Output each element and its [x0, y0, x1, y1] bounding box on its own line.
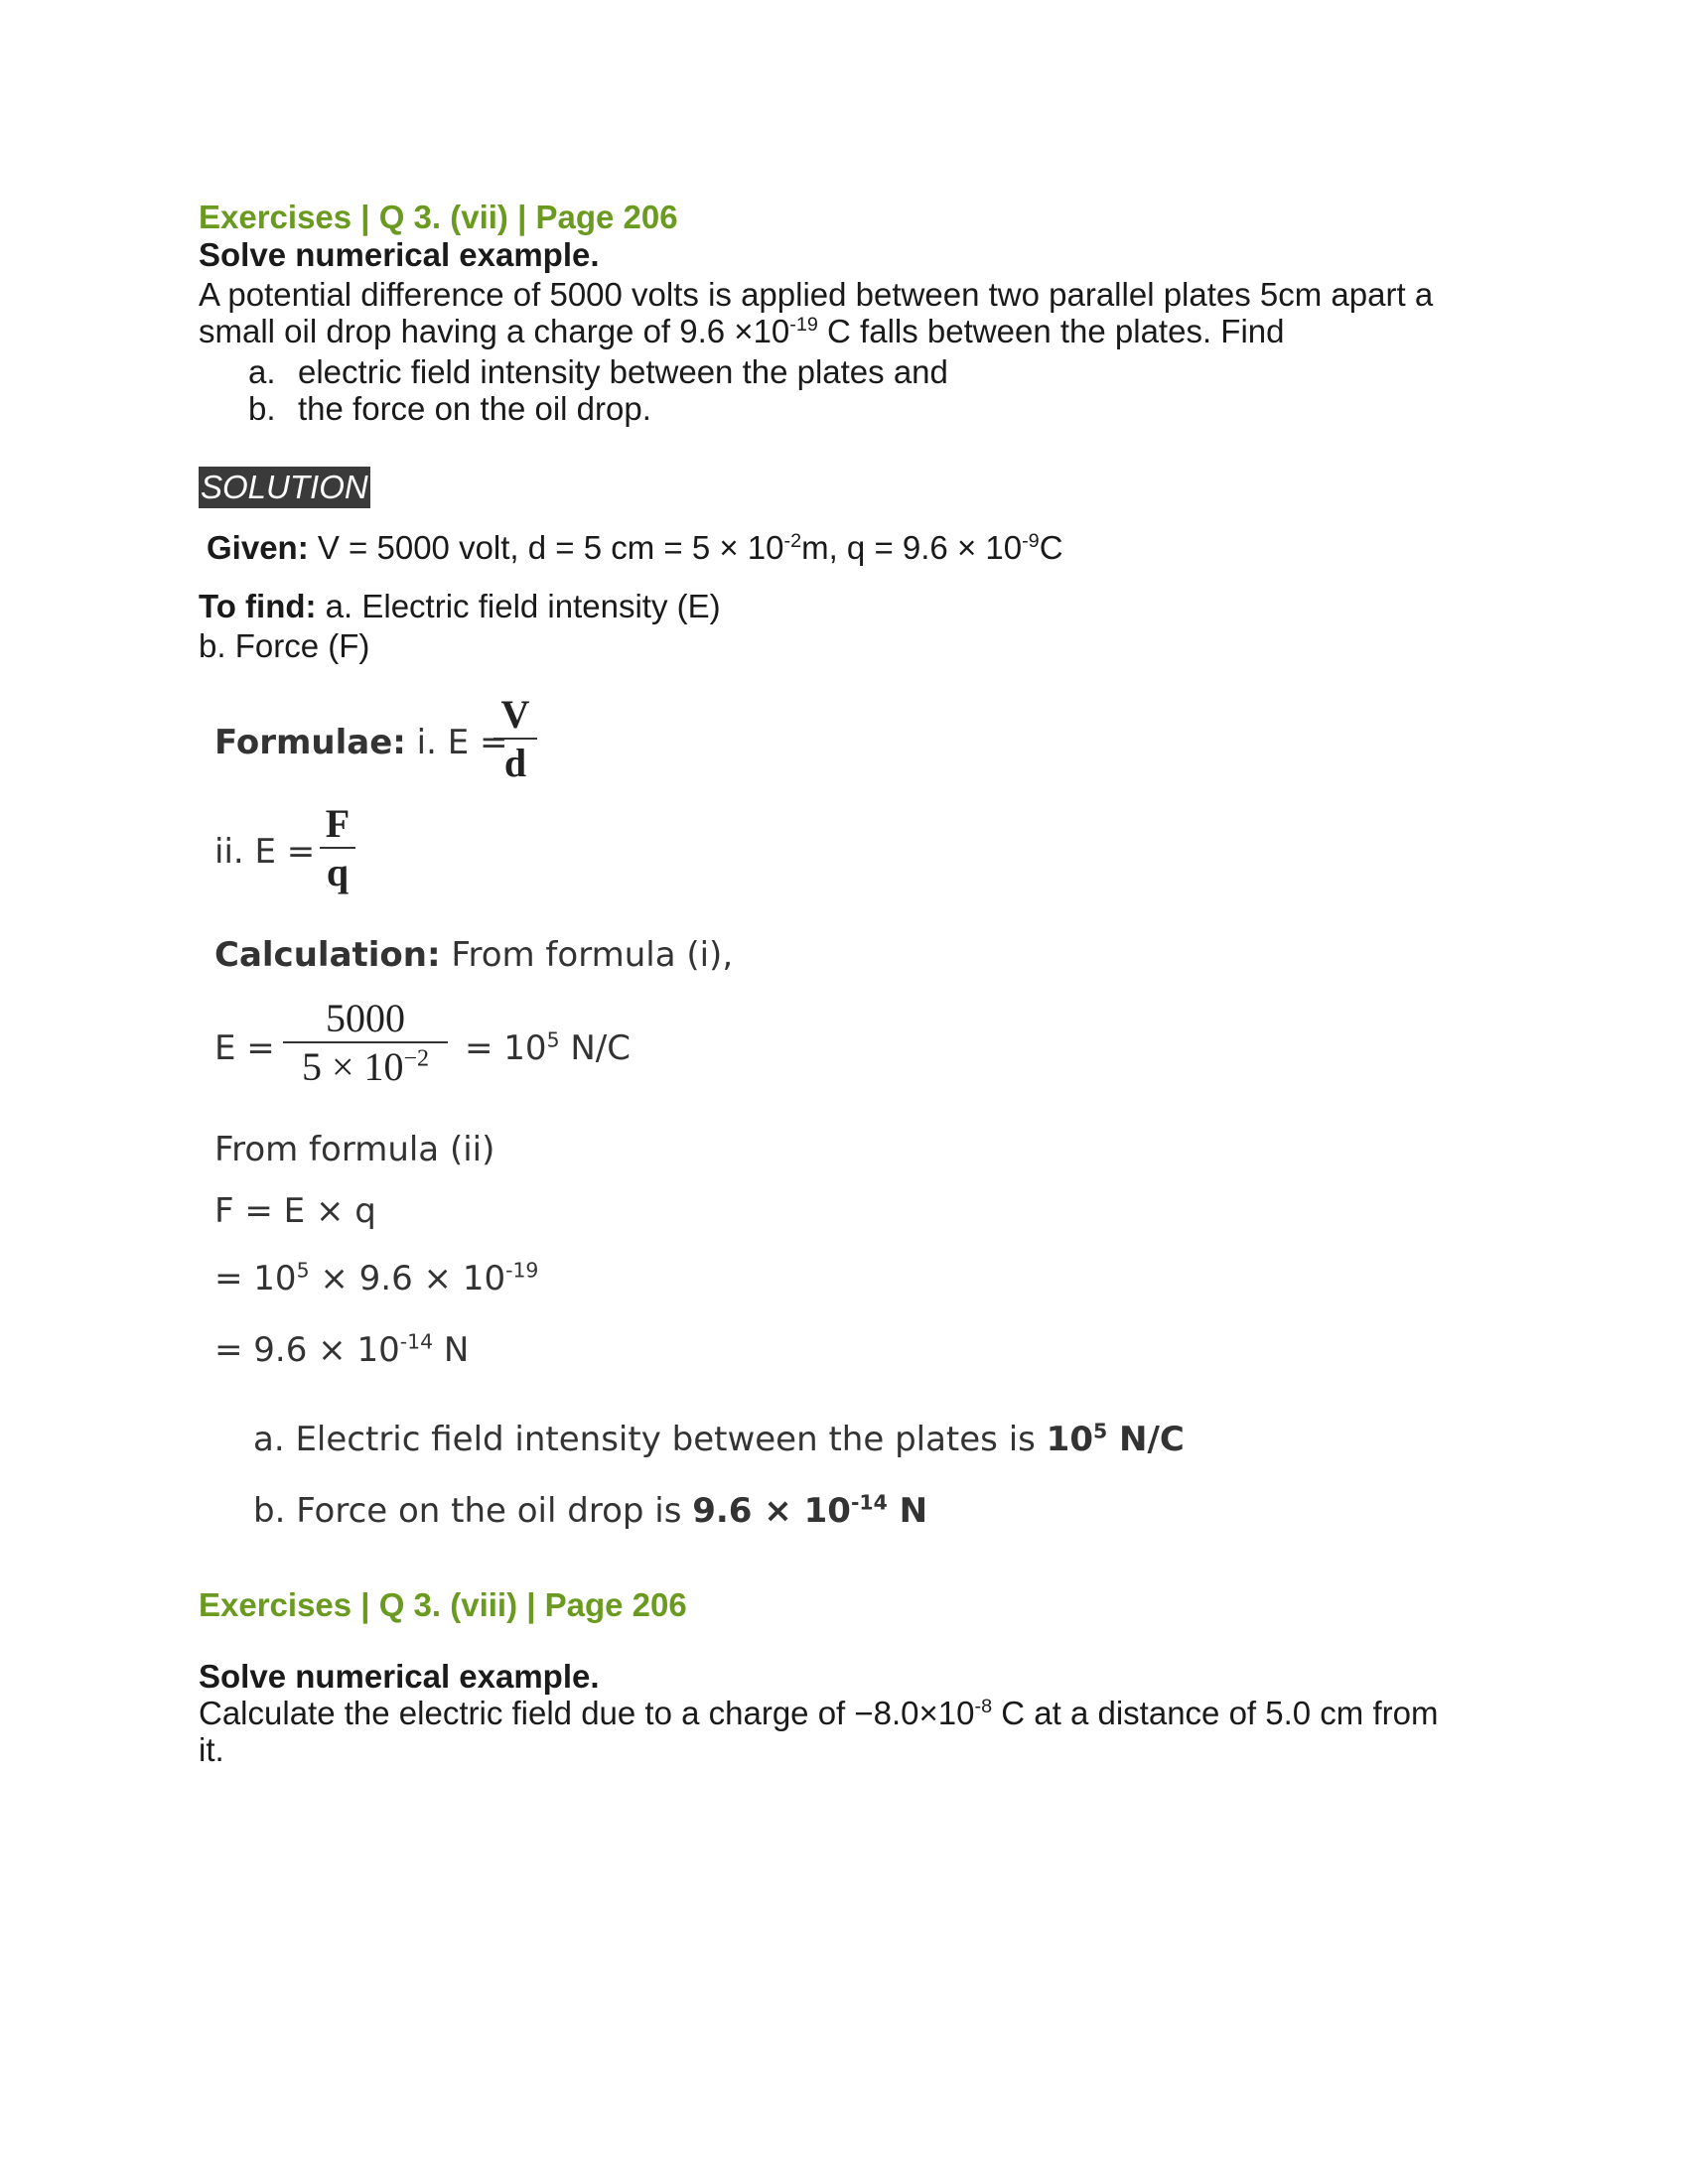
q8-text-line2: it. — [199, 1731, 224, 1768]
q7-instruction: Solve numerical example. — [199, 236, 600, 273]
tofind-line: To find: a. Electric field intensity (E) — [199, 588, 721, 624]
formula1-numerator: V — [500, 692, 530, 737]
given-line: Given: V = 5000 volt, d = 5 cm = $5 \times 10^{-2}m$, $q = 9.6 \times 10^{-9}C$ — [207, 529, 1063, 566]
formula1-fraction — [493, 691, 537, 786]
solution-label: SOLUTION — [199, 467, 370, 508]
calc-lhs: E = — [214, 1028, 275, 1068]
from-formula-ii: From formula (ii) — [214, 1130, 495, 1169]
formula1-denominator: d — [503, 741, 527, 785]
q7-text-line1: A potential difference of 5000 volts is applied between two parallel plates 5cm apart a — [199, 276, 1434, 313]
q7-item-a-marker: a. — [248, 353, 276, 390]
f-line3: = $9.6 \times 10^{-14}$ N — [214, 1329, 470, 1370]
formula1-lhs: Formulae: i. E = — [214, 723, 508, 762]
f-line1: F = E × q — [214, 1191, 376, 1231]
formula2-lhs: ii. E = — [214, 832, 316, 872]
calc-numerator: 5000 — [326, 996, 405, 1040]
answer-b: b. Force on the oil drop is $9.6 \times 10^{-14}$ N — [253, 1490, 928, 1531]
formula2-denominator: q — [326, 850, 350, 894]
calc-fraction — [283, 995, 448, 1090]
answer-a: a. Electric field intensity between the plates is $10^5$ N/C — [253, 1419, 1185, 1459]
f-line2: = $10^5 \times 9.6 \times 10^{-19}$ — [214, 1258, 539, 1298]
q7-text-line2: small oil drop having a charge of $9.6 \times 10^{-19}$ C falls between the plates. Find — [199, 313, 1285, 349]
calculation-line: Calculation: From formula (i), — [214, 935, 734, 975]
q8-instruction: Solve numerical example. — [199, 1658, 600, 1695]
formula2-numerator: F — [325, 801, 351, 846]
q7-item-b-text: the force on the oil drop. — [298, 390, 651, 427]
calc-rhs: = $10^5$ N/C — [465, 1027, 631, 1068]
formula2-fraction — [320, 800, 355, 895]
q8-heading[interactable]: Exercises | Q 3. (viii) | Page 206 — [199, 1586, 687, 1623]
calc-denominator: $5 \times 10^{-2}$ — [301, 1044, 430, 1089]
q7-item-a-text: electric field intensity between the plates and — [298, 353, 948, 390]
q7-heading[interactable]: Exercises | Q 3. (vii) | Page 206 — [199, 199, 678, 235]
q8-text-line1: Calculate the electric field due to a charge of $-8.0\times 10^{-8}$ C at a distance of 5.0 cm from — [199, 1695, 1439, 1731]
q7-item-b-marker: b. — [248, 390, 276, 427]
tofind-b: b. Force (F) — [199, 627, 370, 664]
